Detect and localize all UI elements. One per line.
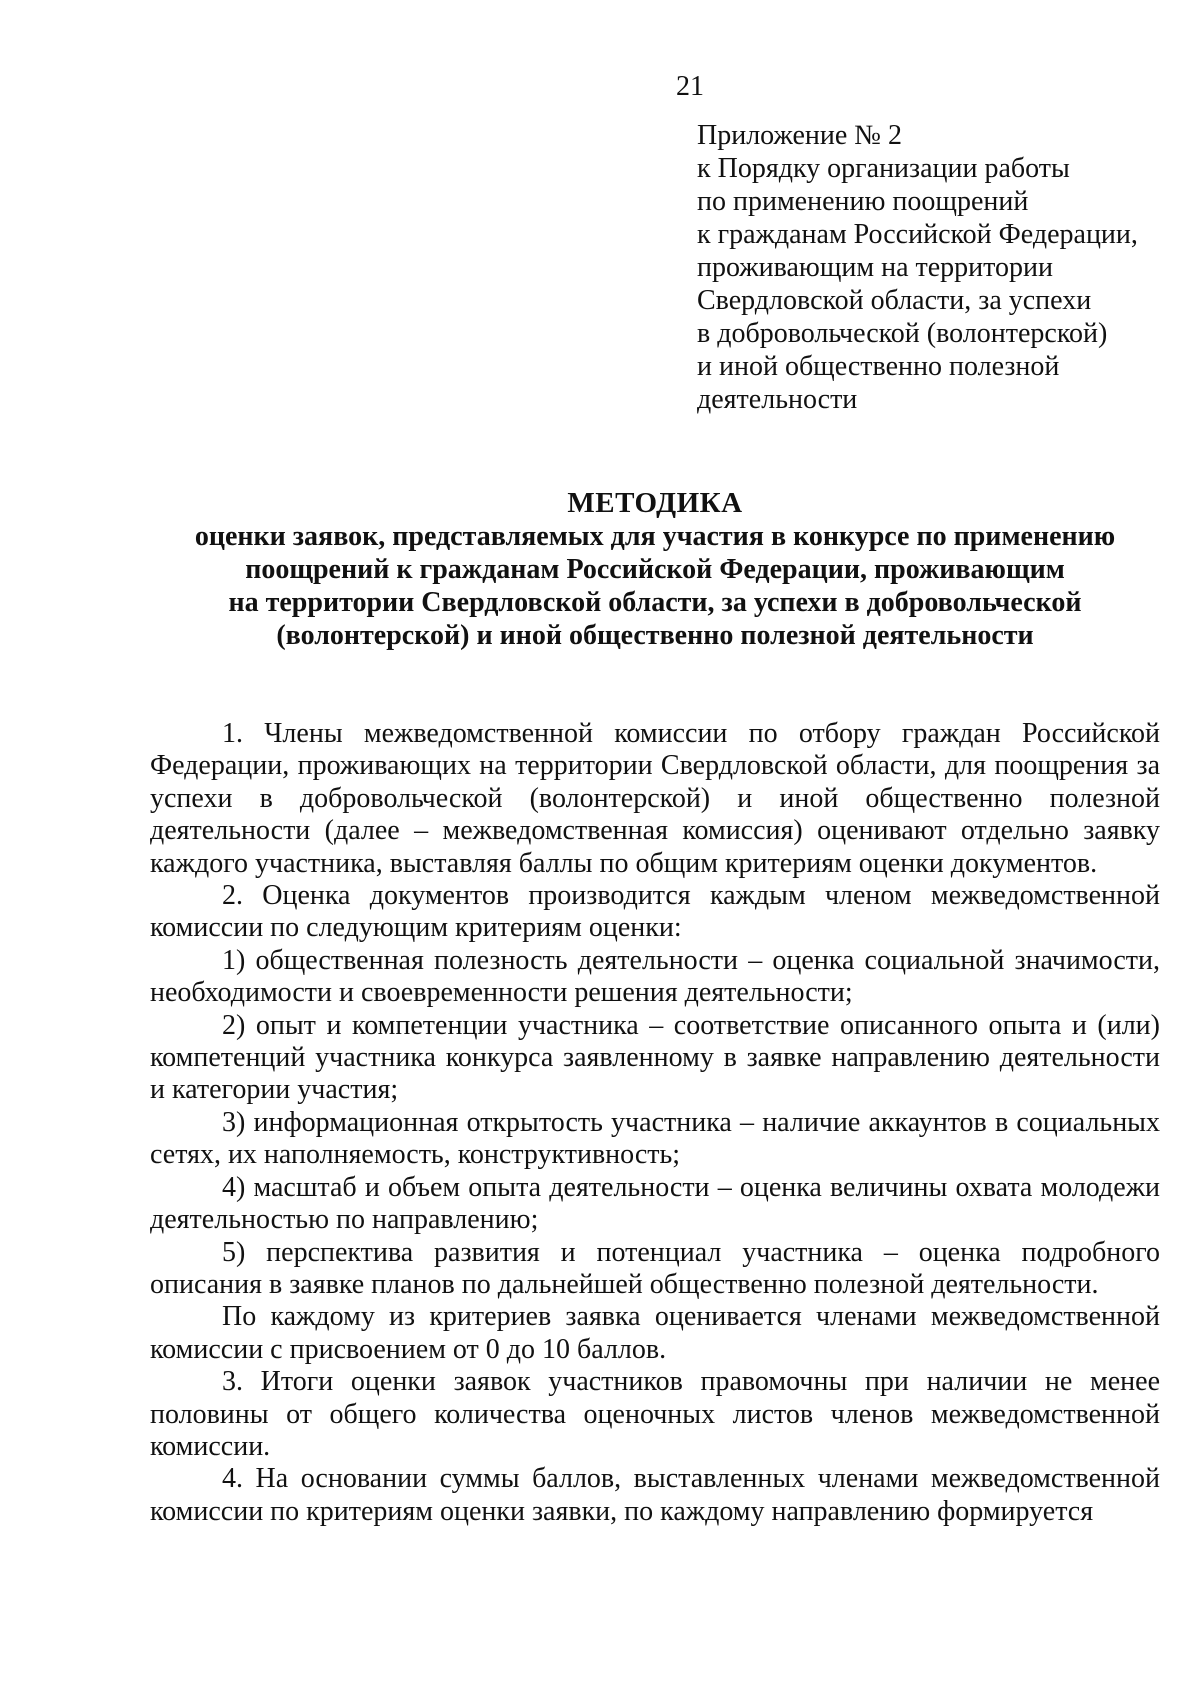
appendix-line: Приложение № 2 [697,120,902,151]
paragraph: 4. На основании суммы баллов, выставленных членами межведомственной комиссии по критериям оценки заявки, по каждому направлению формируется [150,1463,1160,1527]
paragraph: 3. Итоги оценки заявок участников правомочны при наличии не менее половины от общего количества оценочных листов членов межведомственной комиссии. [150,1366,1160,1462]
title-line: оценки заявок, представляемых для участия в конкурсе по применению [194,521,1116,552]
criterion-item: 5) перспектива развития и потенциал участника – оценка подробного описания в заявке планов по дальнейшей общественно полезной деятельности. [150,1236,1160,1300]
appendix-line: в добровольческой (волонтерской) [697,318,1108,349]
criterion-item: 2) опыт и компетенции участника – соответствие описанного опыта и (или) компетенций участника конкурса заявленному в заявке направлению деятельности и категории участия; [150,1009,1160,1106]
appendix-line: к гражданам Российской Федерации, [697,219,1138,250]
appendix-line: по применению поощрений [697,186,1029,217]
title-line: на территории Свердловской области, за успехи в добровольческой [228,587,1082,618]
criterion-item: 3) информационная открытость участника – наличие аккаунтов в социальных сетях, их наполняемость, конструктивность; [150,1106,1160,1171]
title-heading: МЕТОДИКА [567,487,743,519]
appendix-line: и иной общественно полезной [697,351,1060,382]
criterion-item: 4) масштаб и объем опыта деятельности – оценка величины охвата молодежи деятельностью по направлению; [150,1171,1160,1236]
paragraph: По каждому из критериев заявка оценивается членами межведомственной комиссии с присвоением от 0 до 10 баллов. [150,1301,1160,1365]
title-line: поощрений к гражданам Российской Федерации, проживающим [245,554,1065,585]
appendix-line: к Порядку организации работы [697,153,1070,184]
criterion-item: 1) общественная полезность деятельности – оценка социальной значимости, необходимости и своевременности решения деятельности; [150,944,1160,1009]
paragraph: 2. Оценка документов производится каждым членом межведомственной комиссии по следующим критериям оценки: [150,880,1160,944]
appendix-reference [697,119,1177,416]
page-number: 21 [676,71,704,102]
document-body [150,718,1160,1528]
appendix-line: Свердловской области, за успехи [697,285,1092,316]
paragraph: 1. Члены межведомственной комиссии по отбору граждан Российской Федерации, проживающих на территории Свердловской области, для поощрения за успехи в добровольческой (волонтерской) и иной общественно полезной деятельности (далее – межведомственная комиссия) оценивают отдельно заявку каждого участника, выставляя баллы по общим критериям оценки документов. [150,718,1160,879]
appendix-line: деятельности [697,384,858,415]
title-line: (волонтерской) и иной общественно полезной деятельности [276,620,1034,651]
appendix-line: проживающим на территории [697,252,1053,283]
document-title [150,487,1160,652]
